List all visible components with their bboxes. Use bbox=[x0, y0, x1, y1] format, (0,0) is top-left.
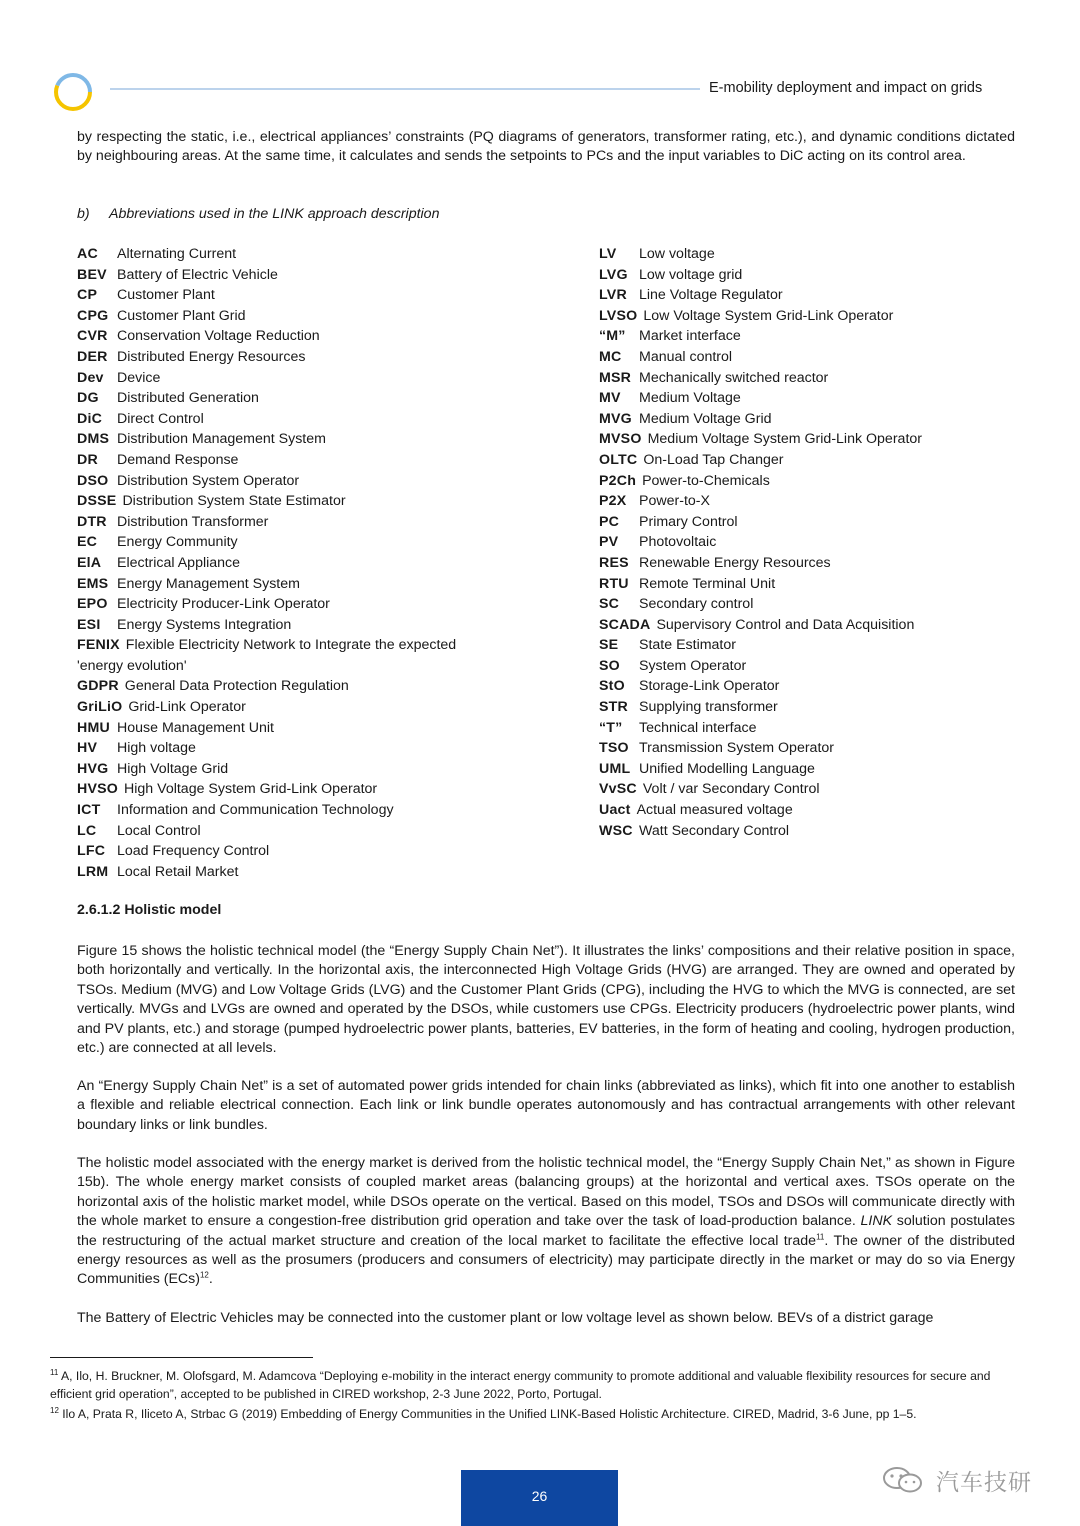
abbreviation-definition: Unified Modelling Language bbox=[639, 760, 815, 777]
paragraph-3-italic: LINK bbox=[860, 1213, 893, 1230]
abbreviation-term: PV bbox=[599, 534, 619, 551]
abbreviation-entry bbox=[77, 429, 507, 450]
abbreviation-entry bbox=[77, 738, 507, 759]
abbreviation-term: LFC bbox=[77, 843, 106, 860]
footnote-divider bbox=[50, 1357, 313, 1358]
abbreviation-entry bbox=[599, 676, 1019, 697]
abbreviation-term: EPO bbox=[77, 596, 108, 613]
abbreviation-term: ESI bbox=[77, 616, 101, 633]
abbreviation-definition: Power-to-Chemicals bbox=[642, 472, 770, 489]
abbreviation-entry bbox=[599, 635, 1019, 656]
abbreviation-definition: Energy Management System bbox=[117, 575, 300, 592]
paragraph-3-part-b: solution postulates the restructuring of the actual market structure and creation of the local market to facilitate the effective local trade bbox=[77, 1213, 1015, 1249]
abbreviation-definition: Customer Plant bbox=[117, 287, 215, 304]
abbreviation-term: HMU bbox=[77, 719, 110, 736]
abbreviation-term: CP bbox=[77, 287, 98, 304]
abbreviation-definition: General Data Protection Regulation bbox=[124, 678, 349, 695]
abbreviation-definition: Load Frequency Control bbox=[117, 843, 270, 860]
abbreviation-definition: Demand Response bbox=[117, 451, 239, 468]
abbreviation-term: DiC bbox=[77, 410, 103, 427]
abbreviation-term: ElA bbox=[77, 554, 102, 571]
wechat-icon bbox=[878, 1465, 928, 1495]
paragraph-4: The Battery of Electric Vehicles may be connected into the customer plant or low voltage level as shown below. BEVs of a district garage bbox=[77, 1310, 934, 1326]
abbreviation-entry bbox=[599, 574, 1019, 595]
abbreviation-term: P2Ch bbox=[599, 472, 637, 489]
abbreviation-definition: State Estimator bbox=[639, 637, 736, 654]
intro-text: by respecting the static, i.e., electrical appliances’ constraints (PQ diagrams of generators, transformer rating, etc.), and dynamic conditions dictated by neighbouring areas. At the same time, it calculates and sends the setpoints to PCs and the input variables to DiC acting on its control area. bbox=[77, 129, 1015, 165]
abbreviation-definition: High Voltage System Grid-Link Operator bbox=[124, 781, 378, 798]
abbreviation-definition: Mechanically switched reactor bbox=[639, 369, 829, 386]
watermark-text: 汽车技研 bbox=[936, 1468, 1032, 1495]
subsection-title: Abbreviations used in the LINK approach description bbox=[109, 206, 440, 222]
abbreviation-entry bbox=[599, 759, 1019, 780]
abbreviation-entry bbox=[77, 594, 507, 615]
abbreviation-definition: Local Control bbox=[117, 822, 201, 839]
abbreviation-term: DSO bbox=[77, 472, 109, 489]
abbreviation-definition: Supplying transformer bbox=[639, 699, 778, 716]
abbreviation-entry bbox=[77, 450, 507, 471]
abbreviation-term: TSO bbox=[599, 740, 629, 757]
abbreviation-entry bbox=[77, 326, 507, 347]
abbreviation-definition: Energy Systems Integration bbox=[117, 616, 292, 633]
abbreviation-definition: Electricity Producer-Link Operator bbox=[117, 596, 330, 613]
abbreviation-entry bbox=[599, 368, 1019, 389]
abbreviation-definition: System Operator bbox=[639, 657, 747, 674]
abbreviation-entry bbox=[77, 759, 507, 780]
abbreviation-entry bbox=[77, 285, 507, 306]
abbreviation-definition: Secondary control bbox=[639, 596, 754, 613]
abbreviation-term: DR bbox=[77, 451, 98, 468]
abbreviation-term: RTU bbox=[599, 575, 629, 592]
abbreviation-term: LVR bbox=[599, 287, 627, 304]
abbreviation-entry bbox=[77, 409, 507, 430]
subsection-heading bbox=[77, 206, 439, 222]
abbreviation-term: DG bbox=[77, 390, 99, 407]
abbreviation-definition: Line Voltage Regulator bbox=[639, 287, 783, 304]
abbreviation-entry bbox=[77, 388, 507, 409]
page-number-box bbox=[461, 1470, 618, 1526]
abbreviation-definition: Supervisory Control and Data Acquisition bbox=[656, 616, 915, 633]
logo-icon bbox=[50, 69, 96, 115]
abbreviation-entry bbox=[77, 800, 507, 821]
abbreviation-entry bbox=[599, 656, 1019, 677]
abbreviation-term: DSSE bbox=[77, 493, 117, 510]
abbreviation-definition: Actual measured voltage bbox=[636, 802, 793, 819]
footnote-ref-11[interactable]: 11 bbox=[816, 1231, 825, 1241]
abbreviation-definition: Distribution System Operator bbox=[117, 472, 300, 489]
abbreviation-term: LVG bbox=[599, 266, 628, 283]
abbreviation-definition: Transmission System Operator bbox=[639, 740, 835, 757]
abbreviation-definition: Photovoltaic bbox=[639, 534, 717, 551]
footnote-number: 12 bbox=[50, 1405, 59, 1415]
abbreviation-term: CVR bbox=[77, 328, 108, 345]
abbreviation-term: GDPR bbox=[77, 678, 119, 695]
abbreviation-term: AC bbox=[77, 246, 98, 262]
watermark bbox=[878, 1463, 1032, 1497]
footnote-ref-12[interactable]: 12 bbox=[199, 1270, 209, 1280]
abbreviation-entry bbox=[599, 285, 1019, 306]
abbreviation-term: LC bbox=[77, 822, 97, 839]
abbreviation-entry bbox=[599, 532, 1019, 553]
abbreviation-definition: Volt / var Secondary Control bbox=[642, 781, 820, 798]
page-number: 26 bbox=[531, 1488, 548, 1504]
abbreviation-definition: Medium Voltage System Grid-Link Operator bbox=[647, 431, 922, 448]
abbreviation-entry bbox=[77, 718, 507, 739]
abbreviation-entry bbox=[599, 429, 1019, 450]
running-header-title: E-mobility deployment and impact on grids bbox=[709, 80, 983, 96]
abbreviation-entry bbox=[599, 306, 1019, 327]
abbreviation-term: VvSC bbox=[599, 781, 637, 798]
abbreviation-term: LV bbox=[599, 246, 617, 262]
abbreviation-entry bbox=[599, 718, 1019, 739]
footnote-text: Ilo A, Prata R, Iliceto A, Strbac G (2019) Embedding of Energy Communities in the Unified LINK-Based Holistic Architecture. CIRED, Madrid, 3-6 June, pp 1–5. bbox=[62, 1407, 917, 1421]
abbreviation-entry bbox=[77, 697, 507, 718]
abbreviation-term: EC bbox=[77, 534, 98, 551]
abbreviation-entry bbox=[599, 326, 1019, 347]
abbreviation-definition: High Voltage Grid bbox=[117, 760, 229, 777]
abbreviation-entry bbox=[77, 471, 507, 492]
abbreviation-term: OLTC bbox=[599, 451, 638, 468]
abbreviation-term: MV bbox=[599, 390, 621, 407]
abbreviation-definition: Alternating Current bbox=[117, 246, 237, 262]
abbreviation-definition: Battery of Electric Vehicle bbox=[117, 266, 278, 283]
abbreviation-definition: Low voltage grid bbox=[639, 266, 743, 283]
abbreviation-term: DMS bbox=[77, 431, 110, 448]
abbreviation-term: “T” bbox=[599, 719, 623, 736]
abbreviation-definition: On-Load Tap Changer bbox=[643, 451, 784, 468]
abbreviation-entry bbox=[599, 779, 1019, 800]
abbreviation-list-right bbox=[599, 244, 1019, 841]
abbreviation-definition: Distribution Transformer bbox=[117, 513, 269, 530]
abbreviation-term: Dev bbox=[77, 369, 104, 386]
abbreviation-entry bbox=[599, 491, 1019, 512]
abbreviation-term: HVSO bbox=[77, 781, 119, 798]
abbreviation-term: MSR bbox=[599, 369, 632, 386]
abbreviation-entry bbox=[599, 450, 1019, 471]
abbreviation-definition: House Management Unit bbox=[117, 719, 274, 736]
abbreviation-entry bbox=[599, 800, 1019, 821]
abbreviation-term: SC bbox=[599, 596, 620, 613]
paragraph-3 bbox=[77, 1154, 1015, 1290]
subsection-label: b) bbox=[77, 206, 90, 222]
abbreviation-definition: Distributed Energy Resources bbox=[117, 348, 306, 365]
abbreviation-definition: Remote Terminal Unit bbox=[639, 575, 776, 592]
abbreviation-term: “M” bbox=[599, 328, 626, 345]
abbreviation-term: LRM bbox=[77, 863, 109, 880]
abbreviation-entry bbox=[599, 821, 1019, 842]
abbreviation-definition: Watt Secondary Control bbox=[639, 822, 790, 839]
intro-paragraph bbox=[77, 128, 1015, 167]
abbreviation-entry bbox=[77, 306, 507, 327]
abbreviation-entry bbox=[599, 553, 1019, 574]
abbreviation-term: SCADA bbox=[599, 616, 651, 633]
abbreviation-definition: Power-to-X bbox=[639, 493, 710, 510]
abbreviation-entry bbox=[599, 388, 1019, 409]
abbreviation-entry bbox=[599, 244, 1019, 265]
abbreviation-term: DER bbox=[77, 348, 108, 365]
abbreviation-term: MVG bbox=[599, 410, 632, 427]
abbreviation-term: Uact bbox=[599, 802, 631, 819]
abbreviation-definition: Storage-Link Operator bbox=[639, 678, 780, 695]
paragraph-2: An “Energy Supply Chain Net” is a set of automated power grids intended for chain links (abbreviated as links), which fit into one another to establish a flexible and reliable electrical connection. Each link or link bundle operates autonomously and has contractual arrangements with other relevant boundary links or link bundles. bbox=[77, 1078, 1015, 1133]
abbreviation-entry bbox=[599, 265, 1019, 286]
abbreviation-definition: Low Voltage System Grid-Link Operator bbox=[643, 307, 894, 324]
abbreviation-definition: Market interface bbox=[639, 328, 741, 345]
abbreviation-definition: Information and Communication Technology bbox=[117, 802, 394, 819]
abbreviation-entry bbox=[599, 471, 1019, 492]
abbreviation-term: SO bbox=[599, 657, 620, 674]
abbreviation-list-left bbox=[77, 244, 507, 882]
abbreviation-entry bbox=[77, 821, 507, 842]
paragraph-3-part-c: . The owner of the distributed energy resources as well as the prosumers (producers and consumers of electricity) may participate directly in the market or may do so via Energy Communities (ECs) bbox=[77, 1232, 1016, 1288]
abbreviation-entry bbox=[599, 594, 1019, 615]
abbreviation-entry bbox=[77, 635, 497, 676]
abbreviation-definition: Medium Voltage bbox=[639, 390, 741, 407]
abbreviation-definition: Distribution Management System bbox=[117, 431, 326, 448]
abbreviation-definition: Customer Plant Grid bbox=[117, 307, 246, 324]
abbreviation-entry bbox=[77, 347, 507, 368]
abbreviation-definition: Energy Community bbox=[117, 534, 238, 551]
abbreviation-term: DTR bbox=[77, 513, 107, 530]
abbreviation-definition: Device bbox=[117, 369, 161, 386]
abbreviation-entry bbox=[599, 512, 1019, 533]
paragraph-3-part-a: The holistic model associated with the energy market is derived from the holistic technical model, the “Energy Supply Chain Net,” as shown in Figure 15b). The whole energy market consists of coupled market areas (balancing groups) at the horizontal and vertical axes. TSOs operate on the horizontal axis of the holistic market model, while DSOs operate on the vertical. Based on this model, TSOs and DSOs will communicate directly with the whole market to ensure a congestion-free distribution grid operation and take over the task of load-production balance. bbox=[77, 1155, 1015, 1230]
abbreviation-entry bbox=[77, 615, 507, 636]
abbreviation-definition: Technical interface bbox=[639, 719, 757, 736]
abbreviation-entry bbox=[77, 676, 507, 697]
abbreviation-entry bbox=[77, 265, 507, 286]
footnote-11 bbox=[50, 1367, 1035, 1404]
abbreviation-definition: Medium Voltage Grid bbox=[639, 410, 772, 427]
abbreviation-definition: Manual control bbox=[639, 348, 733, 365]
abbreviation-entry bbox=[599, 347, 1019, 368]
abbreviation-definition: Low voltage bbox=[639, 246, 715, 262]
abbreviation-entry bbox=[77, 841, 507, 862]
section-title: 2.6.1.2 Holistic model bbox=[77, 902, 222, 918]
footnote-text: A, Ilo, H. Bruckner, M. Olofsgard, M. Adamcova “Deploying e-mobility in the interact energy community to promote additional and valuable flexibility resources for secure and efficient grid operation”, accepted to be published in CIRED workshop, 2-3 June 2022, Porto, Portugal. bbox=[50, 1369, 991, 1402]
abbreviation-definition: High voltage bbox=[117, 740, 196, 757]
abbreviation-term: GriLiO bbox=[77, 699, 123, 716]
abbreviation-entry bbox=[77, 779, 507, 800]
abbreviation-definition: Flexible Electricity Network to Integrate the expected 'energy evolution' bbox=[77, 637, 457, 674]
abbreviation-definition: Distribution System State Estimator bbox=[122, 493, 346, 510]
abbreviation-term: SE bbox=[599, 637, 619, 654]
abbreviation-term: HVG bbox=[77, 760, 109, 777]
footnote-number: 11 bbox=[50, 1367, 59, 1377]
abbreviation-term: UML bbox=[599, 760, 631, 777]
abbreviation-term: FENIX bbox=[77, 637, 120, 654]
abbreviation-term: PC bbox=[599, 513, 620, 530]
abbreviation-term: P2X bbox=[599, 493, 627, 510]
abbreviation-entry bbox=[77, 368, 507, 389]
abbreviation-definition: Conservation Voltage Reduction bbox=[117, 328, 320, 345]
abbreviation-definition: Grid-Link Operator bbox=[128, 699, 246, 716]
abbreviation-term: HV bbox=[77, 740, 98, 757]
abbreviation-definition: Electrical Appliance bbox=[117, 554, 241, 571]
abbreviation-term: EMS bbox=[77, 575, 109, 592]
abbreviation-term: LVSO bbox=[599, 307, 638, 324]
abbreviation-term: MVSO bbox=[599, 431, 642, 448]
abbreviation-entry bbox=[599, 615, 1019, 636]
abbreviation-definition: Direct Control bbox=[117, 410, 204, 427]
abbreviation-entry bbox=[599, 738, 1019, 759]
abbreviation-term: STR bbox=[599, 699, 628, 716]
abbreviation-definition: Local Retail Market bbox=[117, 863, 239, 880]
abbreviation-entry bbox=[77, 532, 507, 553]
paragraph-1: Figure 15 shows the holistic technical model (the “Energy Supply Chain Net”). It illustrates the links’ compositions and their relative position in space, both horizontally and vertically. In the horizontal axis, the interconnected High Voltage Grids (HVG) are arranged. They are owned and operated by TSOs. Medium (MVG) and Low Voltage Grids (LVG) and the Customer Plant Grids (CPG), including the HVG to which the MVG is connected, are set vertically. MVGs and LVGs are owned and operated by the DSOs, while customers use CPGs. Electricity producers (hydroelectric power plants, wind and PV plants, etc.) and storage (pumped hydroelectric power plants, batteries, EV batteries, in the form of heating and cooling, hydrogen production, etc.) are connected at all levels. bbox=[77, 943, 1015, 1057]
abbreviation-entry bbox=[77, 862, 507, 883]
abbreviation-entry bbox=[77, 512, 507, 533]
abbreviation-entry bbox=[77, 244, 507, 265]
footnote-12 bbox=[50, 1405, 1035, 1423]
abbreviation-term: WSC bbox=[599, 822, 633, 839]
abbreviation-definition: Renewable Energy Resources bbox=[639, 554, 831, 571]
abbreviation-definition: Primary Control bbox=[639, 513, 738, 530]
paragraph-3-part-d: . bbox=[208, 1271, 213, 1288]
abbreviation-term: RES bbox=[599, 554, 629, 571]
header-divider bbox=[110, 88, 700, 90]
abbreviation-term: CPG bbox=[77, 307, 109, 324]
abbreviation-entry bbox=[77, 553, 507, 574]
abbreviation-definition: Distributed Generation bbox=[117, 390, 259, 407]
abbreviation-entry bbox=[599, 409, 1019, 430]
abbreviation-term: ICT bbox=[77, 802, 101, 819]
abbreviation-entry bbox=[77, 574, 507, 595]
abbreviation-term: BEV bbox=[77, 266, 107, 283]
abbreviation-term: MC bbox=[599, 348, 622, 365]
abbreviation-entry bbox=[599, 697, 1019, 718]
abbreviation-entry bbox=[77, 491, 507, 512]
abbreviation-term: StO bbox=[599, 678, 625, 695]
